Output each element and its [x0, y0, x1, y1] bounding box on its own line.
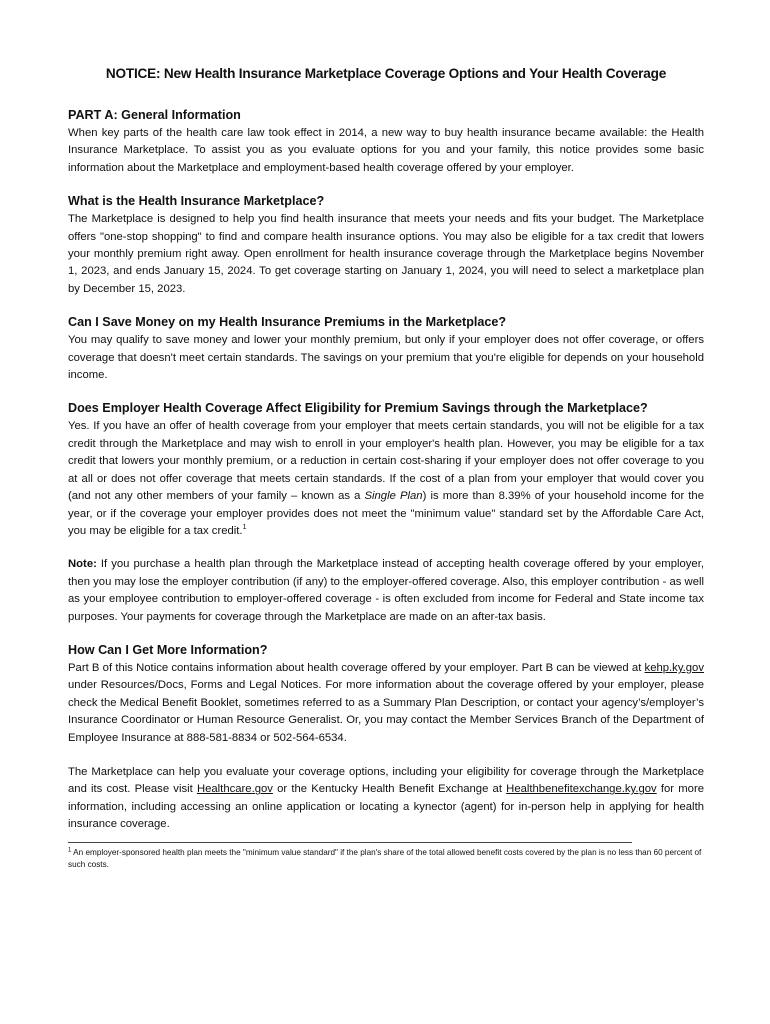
save-money-heading: Can I Save Money on my Health Insurance Premiums in the Marketplace?	[68, 315, 507, 330]
marketplace-heading: What is the Health Insurance Marketplace?	[68, 194, 325, 209]
note-text: If you purchase a health plan through the Marketplace instead of accepting health coverage offered by your employer, then you may lose the employer contribution (if any) to the employer-offered coverage. Also, this employer contribution - as well as your employee contribution to employer-offered coverage - is often excluded from income for Federal and State income tax purposes. Your payments for coverage through the Marketplace are made on an after-tax basis.	[68, 558, 704, 623]
footnote	[68, 847, 704, 872]
kehp-link[interactable]: kehp.ky.gov	[644, 661, 704, 674]
more-info-p2-after: for more information, including accessing an online application or locating a kynector (agent) for in-person help in applying for health insurance coverage.	[68, 783, 704, 831]
more-info-p1-before: Part B of this Notice contains information about health coverage offered by your employer. Part B can be viewed at	[68, 661, 645, 674]
marketplace-text: The Marketplace is designed to help you find health insurance that meets your needs and fits your budget. The Marketplace offers "one-stop shopping" to find and compare health insurance options. You may also be eligible for a tax credit that lowers your monthly premium right away. Open enrollment for health insurance coverage through the Marketplace begins November 1, 2023, and ends January 15, 2024. To get coverage starting on January 1, 2024, you will need to select a marketplace plan by December 15, 2023.	[68, 213, 704, 295]
more-info-p2-mid: or the Kentucky Health Benefit Exchange at	[272, 783, 507, 796]
single-plan-term: Single Plan	[364, 490, 423, 503]
note-label: Note:	[68, 558, 97, 571]
page-title: NOTICE: New Health Insurance Marketplace Coverage Options and Your Health Coverage	[105, 66, 667, 81]
save-money-text: You may qualify to save money and lower your monthly premium, but only if your employer does not offer coverage, or offers coverage that doesn't meet certain standards. The savings on your premium that you're eligible for depends on your household income.	[68, 334, 704, 382]
footnote-text: An employer-sponsored health plan meets the "minimum value standard" if the plan's share of the total allowed benefit costs covered by the plan is no less than 60 percent of such costs.	[68, 847, 702, 869]
more-info-p2-before: The Marketplace can help you evaluate your coverage options, including your eligibility for coverage through the Marketplace and its cost. Please visit	[68, 765, 704, 796]
footnote-reference: 1	[242, 524, 247, 532]
more-info-heading: How Can I Get More Information?	[68, 642, 268, 657]
part-a-heading: PART A: General Information	[68, 108, 241, 122]
more-info-p1-after: under Resources/Docs, Forms and Legal Notices. For more information about the coverage offered by your employer, please check the Medical Benefit Booklet, sometimes referred to as a Summary Plan Description, or contact your agency’s/employer’s Insurance Coordinator or Human Resource Generalist. Or, you may contact the Member Services Branch of the Department of Employee Insurance at 888-581-8834 or 502-564-6534.	[68, 679, 704, 744]
health-benefit-exchange-link[interactable]: Healthbenefitexchange.ky.gov	[506, 783, 657, 796]
part-a-intro: When key parts of the health care law took effect in 2014, a new way to buy health insurance became available: the Health Insurance Marketplace. To assist you as you evaluate options for you and your family, this notice provides some basic information about the Marketplace and employment-based health coverage offered by your employer.	[68, 127, 704, 174]
more-info-paragraph-1	[68, 660, 704, 747]
employer-text-before: Yes. If you have an offer of health coverage from your employer that meets certain standards, you will not be eligible for a tax credit through the Marketplace and may wish to enroll in your employer's health plan. However, you may be eligible for a tax credit that lowers your monthly premium, or a reduction in certain cost-sharing if your employer does not offer coverage to you at all or does not offer coverage that meets certain standards. If the cost of a plan from your employer that would cover you (and not any other members of your family – known as a	[68, 420, 704, 503]
more-info-paragraph-2	[68, 764, 704, 834]
employer-coverage-text	[68, 418, 704, 540]
footnote-divider	[68, 842, 632, 843]
note-paragraph	[68, 556, 704, 626]
footnote-number: 1	[68, 846, 72, 853]
employer-coverage-heading: Does Employer Health Coverage Affect Eligibility for Premium Savings through the Marketplace?	[68, 401, 648, 416]
employer-text-after: ) is more than 8.39% of your household income for the year, or if the coverage your employer provides does not meet the "minimum value" standard set by the Affordable Care Act, you may be eligible for a tax credit.	[68, 490, 705, 537]
healthcare-gov-link[interactable]: Healthcare.gov	[196, 783, 273, 796]
